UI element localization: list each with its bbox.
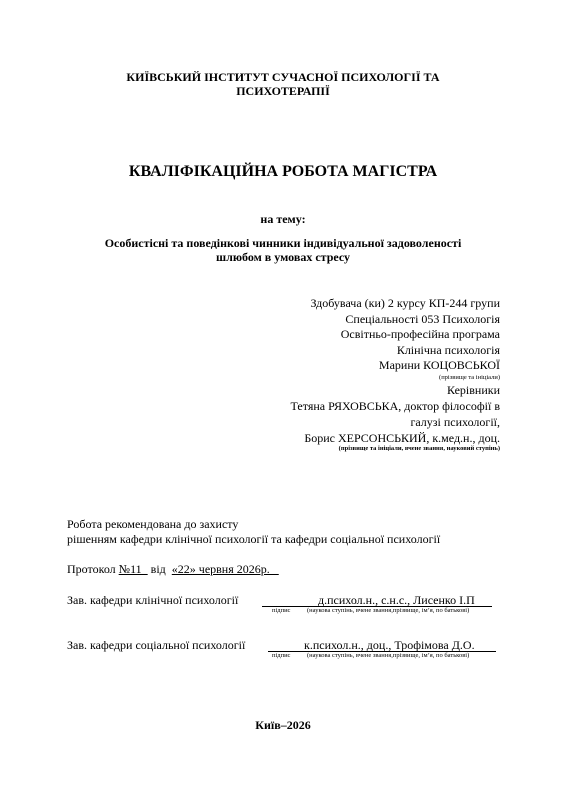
student-name-caption: (прізвище та ініціали) xyxy=(439,374,500,381)
protocol-line xyxy=(67,562,279,576)
signature-caption-clinical-left: підпис xyxy=(272,607,291,614)
signature-caption-social-left: підпис xyxy=(272,652,291,659)
supervisors-caption: (прізвище та ініціали, вчене звання, науковий ступінь) xyxy=(338,445,500,452)
signature-caption-clinical-right: (наукова ступінь, вчене звання,прізвище, ім’я, по батькові) xyxy=(307,607,470,614)
recommendation-line2: рішенням кафедри клінічної психології та кафедри соціальної психології xyxy=(67,532,441,546)
signature-label-social: Зав. кафедри соціальної психології xyxy=(67,638,246,652)
signature-value-clinical: д.психол.н., с.н.с., Лисенко І.П xyxy=(318,593,475,607)
protocol-prefix: Протокол xyxy=(67,562,119,576)
student-program: Освітньо-професійна програма xyxy=(340,327,500,341)
student-program-name: Клінічна психологія xyxy=(396,343,500,357)
signature-label-clinical: Зав. кафедри клінічної психології xyxy=(67,593,239,607)
protocol-number: №11 xyxy=(118,562,148,576)
topic-line1: Особистісні та поведінкові чинники індивідуальної задоволеності xyxy=(104,236,462,250)
signature-caption-social-right: (наукова ступінь, вчене звання,прізвище, ім’я, по батькові) xyxy=(307,652,470,659)
student-specialty: Спеціальності 053 Психологія xyxy=(345,312,500,326)
institute-name-line1: КИЇВСЬКИЙ ІНСТИТУТ СУЧАСНОЇ ПСИХОЛОГІЇ ТА xyxy=(126,70,440,84)
student-name: Марини КОЦОВСЬКОЇ xyxy=(378,358,500,372)
signature-value-social: к.психол.н., доц., Трофімова Д.О. xyxy=(304,638,475,652)
supervisor-line2: галузі психології, xyxy=(410,415,500,429)
supervisors-heading: Керівники xyxy=(447,383,500,397)
topic-label: на тему: xyxy=(260,212,306,226)
city-year: Київ–2026 xyxy=(255,718,311,732)
topic-line2: шлюбом в умовах стресу xyxy=(215,250,351,264)
student-course: Здобувача (ки) 2 курсу КП-244 групи xyxy=(310,296,500,310)
recommendation-line1: Робота рекомендована до захисту xyxy=(67,517,239,531)
document-title: КВАЛІФІКАЦІЙНА РОБОТА МАГІСТРА xyxy=(128,163,438,180)
protocol-date: «22» червня 2026р. xyxy=(171,562,279,576)
institute-name-line2: ПСИХОТЕРАПІЇ xyxy=(236,84,330,98)
supervisor-line3: Борис ХЕРСОНСЬКИЙ, к.мед.н., доц. xyxy=(304,431,500,445)
supervisor-line1: Тетяна РЯХОВСЬКА, доктор філософії в xyxy=(290,399,500,413)
protocol-from: від xyxy=(147,562,172,576)
